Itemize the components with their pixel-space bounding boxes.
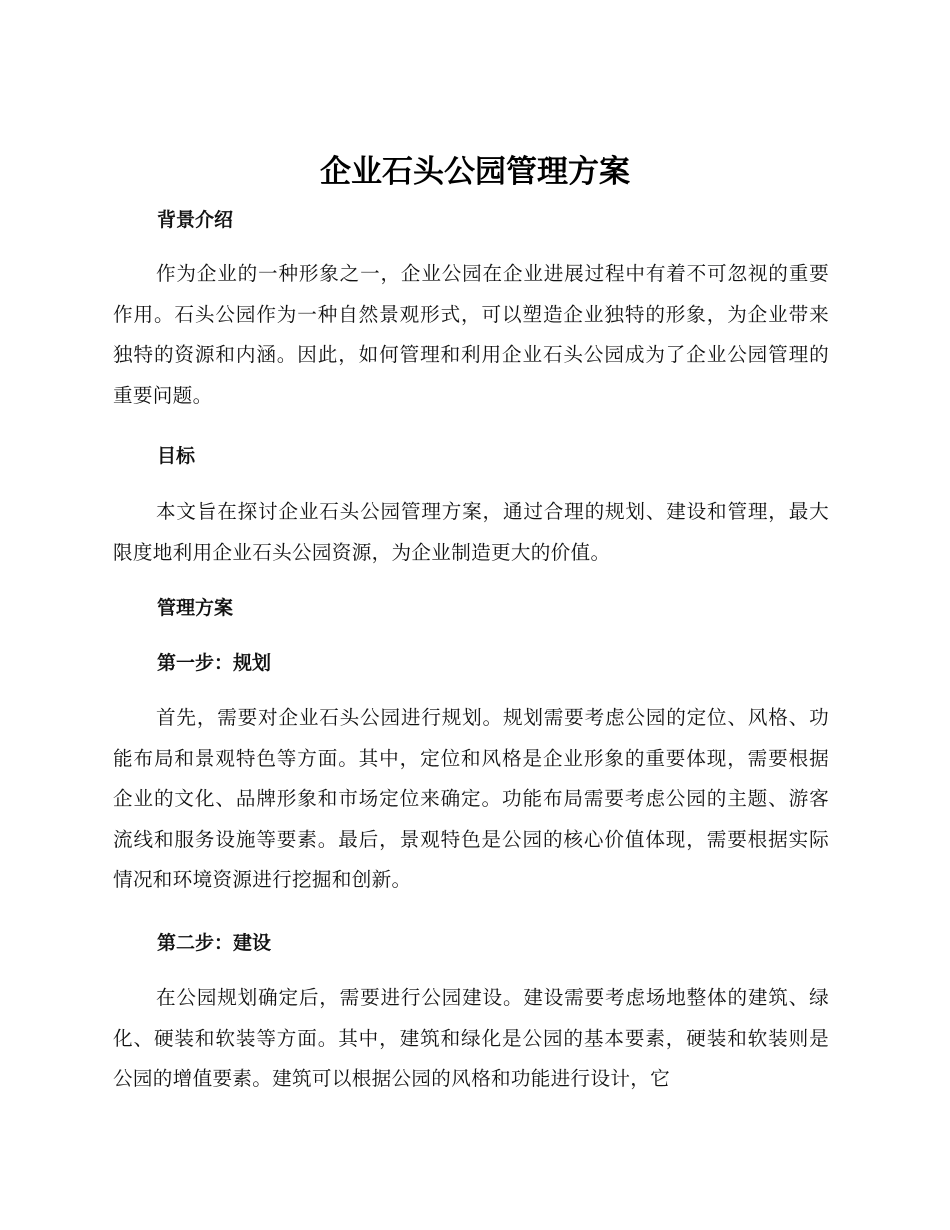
paragraph-step2: 在公园规划确定后，需要进行公园建设。建设需要考虑场地整体的建筑、绿化、硬装和软装等方面。其中，建筑和绿化是公园的基本要素，硬装和软装则是公园的增值要素。建筑可以根据公园的风格和功能进行设计，它 xyxy=(113,986,829,1090)
paragraph-step1: 首先，需要对企业石头公园进行规划。规划需要考虑公园的定位、风格、功能布局和景观特色等方面。其中，定位和风格是企业形象的重要体现，需要根据企业的文化、品牌形象和市场定位来确定。功能布局需要考虑公园的主题、游客流线和服务设施等要素。最后，景观特色是公园的核心价值体现，需要根据实际情况和环境资源进行挖掘和创新。 xyxy=(113,706,829,891)
section-heading-background: 背景介绍 xyxy=(157,209,234,231)
section-heading-goal: 目标 xyxy=(157,445,196,467)
paragraph-background: 作为企业的一种形象之一，企业公园在企业进展过程中有着不可忽视的重要作用。石头公园作为一种自然景观形式，可以塑造企业独特的形象，为企业带来独特的资源和内涵。因此，如何管理和利用企业石头公园成为了企业公园管理的重要问题。 xyxy=(113,262,829,407)
section-heading-plan: 管理方案 xyxy=(157,597,234,619)
section-heading-step1: 第一步：规划 xyxy=(157,652,272,674)
section-heading-step2: 第二步：建设 xyxy=(157,932,272,954)
paragraph-goal: 本文旨在探讨企业石头公园管理方案，通过合理的规划、建设和管理，最大限度地利用企业石头公园资源，为企业制造更大的价值。 xyxy=(113,500,829,564)
document-title: 企业石头公园管理方案 xyxy=(320,154,630,190)
